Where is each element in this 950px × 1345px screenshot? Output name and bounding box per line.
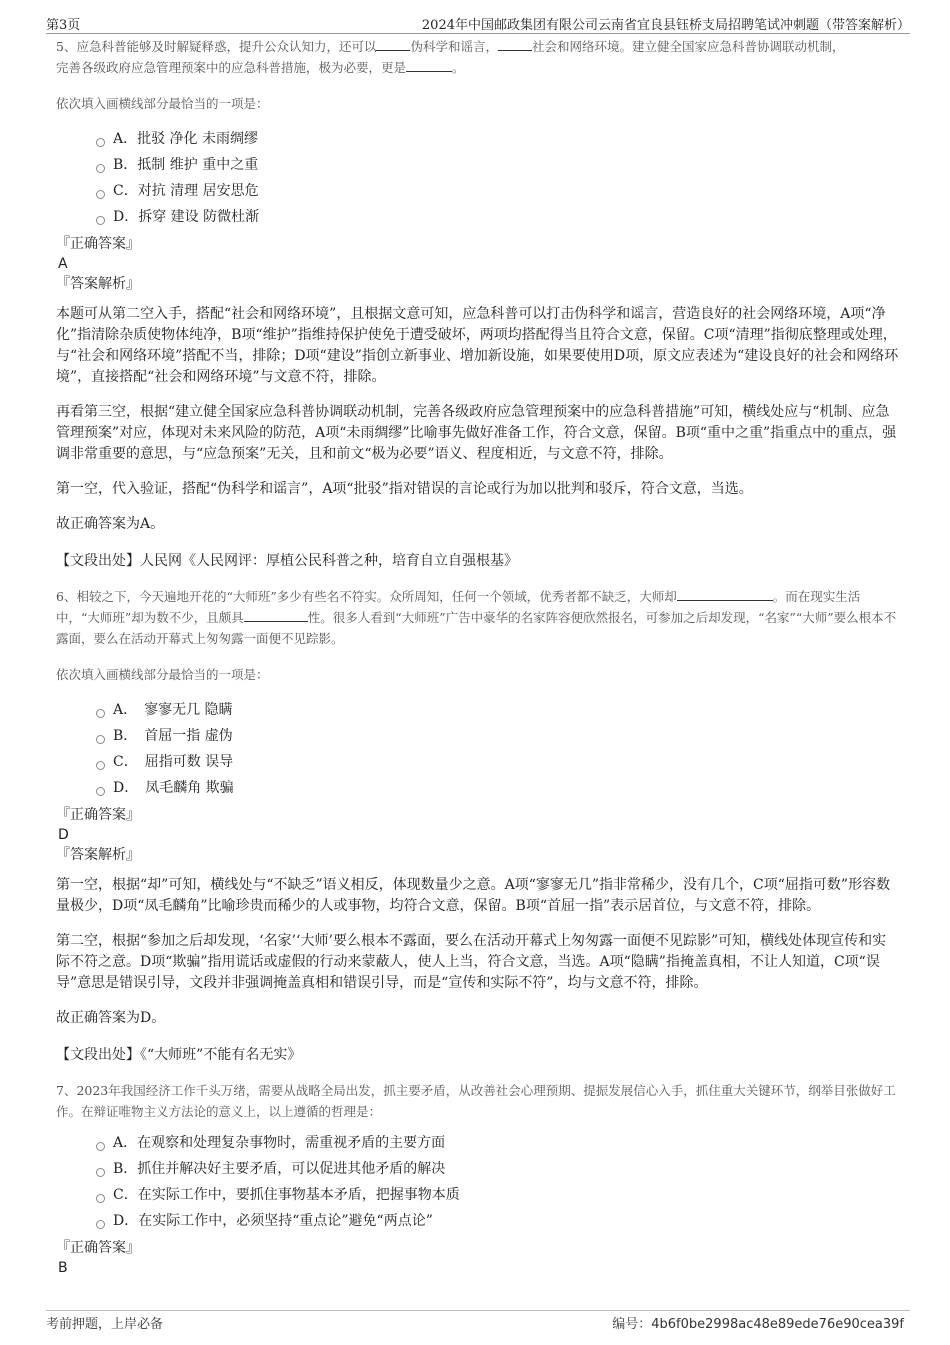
- option-b[interactable]: B． 首屈一指 虚伪: [96, 723, 900, 749]
- source-citation: 【文段出处】人民网《人民网评：厚植公民科普之种，培育自立自强根基》: [56, 553, 518, 569]
- correct-answer: B: [58, 1260, 68, 1276]
- option-d[interactable]: D． 凤毛麟角 欺骗: [96, 775, 900, 801]
- option-d[interactable]: D．在实际工作中，必须坚持“重点论”避免“两点论”: [96, 1208, 900, 1234]
- analysis-label: 『答案解析』: [56, 847, 140, 863]
- header-divider: [46, 33, 910, 34]
- question-6-options: [96, 697, 900, 801]
- page-header: [0, 0, 950, 34]
- option-c[interactable]: C． 屈指可数 误导: [96, 749, 900, 775]
- radio-icon[interactable]: [96, 1168, 105, 1177]
- analysis-paragraph: 本题可从第二空入手，搭配“社会和网络环境”，且根据文意可知，应急科普可以打击伪科学和谣言，营造良好的社会网络环境，A项“净化”指清除杂质使物体纯净，B项“维护”指维持保护使免于遭受破坏，两项均搭配得当且符合文意，保留。C项“清理”指彻底整理或处理，与“社会和网络环境”搭配不当，排除；D项“建设”指创立新事业、增加新设施，如果要使用D项，原文应表述为“建设良好的社会和网络环境”，直接搭配“社会和网络环境”与文意不符，排除。: [56, 306, 899, 385]
- option-c[interactable]: C．在实际工作中，要抓住事物基本矛盾，把握事物本质: [96, 1182, 900, 1208]
- question-5-text: 5、应急科普能够及时解疑释惑，提升公众认知力，还可以 伪科学和谣言， 社会和网络环境。建立健全国家应急科普协调联动机制， 完善各级政府应急管理预案中的应急科普措施，极为必要，更是 。: [56, 39, 845, 75]
- source-citation: 【文段出处】《“大师班”不能有名无实》: [56, 1047, 302, 1063]
- footer-slogan: 考前押题，上岸必备: [46, 1317, 164, 1332]
- blank-2: [244, 609, 308, 622]
- question-7-text: 7、2023年我国经济工作千头万绪，需要从战略全局出发，抓主要矛盾，从改善社会心理预期、提振发展信心入手，抓住重大关键环节，纲举目张做好工作。在辩证唯物主义方法论的意义上，以上遵循的哲理是：: [56, 1083, 896, 1119]
- page-number: 第3页: [46, 18, 81, 33]
- radio-icon[interactable]: [96, 1220, 105, 1229]
- question-6: [56, 586, 900, 1066]
- radio-icon[interactable]: [96, 1142, 105, 1151]
- analysis-label: 『答案解析』: [56, 276, 140, 292]
- analysis-paragraph: 再看第三空，根据“建立健全国家应急科普协调联动机制，完善各级政府应急管理预案中的应急科普措施”可知，横线处应与“机制、应急管理预案”对应，体现对未来风险的防范，A项“未雨绸缪”比喻事先做好准备工作，符合文意，保留。B项“重中之重”指重点中的重点，强调非常重要的意思，与“应急预案”无关，且和前文“极为必要”语义、程度相近，与文意不符，排除。: [56, 404, 897, 462]
- blank-1: [677, 588, 773, 601]
- radio-icon[interactable]: [96, 1194, 105, 1203]
- radio-icon[interactable]: [96, 164, 105, 173]
- correct-answer: D: [58, 827, 69, 843]
- correct-answer-label: 『正确答案』: [56, 807, 140, 823]
- question-6-text: 6、相较之下，今天遍地开花的“大师班”多少有些名不符实。众所周知，任何一个领域，优秀者都不缺乏，大师却 。而在现实生活中，“大师班”却为数不少，且颇具 性。很多人看到“大师班”广告中豪华的名家阵容便欣然报名，可参加之后却发现，“名家”“大师”要么根本不露面，要么在活动开幕式上匆匆露一面便不见踪影。: [56, 589, 897, 646]
- blank-3: [406, 59, 452, 72]
- radio-icon[interactable]: [96, 138, 105, 147]
- document-title: 2024年中国邮政集团有限公司云南省宜良县钰桥支局招聘笔试冲刺题（带答案解析）: [421, 18, 910, 33]
- radio-icon[interactable]: [96, 216, 105, 225]
- option-c[interactable]: C．对抗 清理 居安思危: [96, 178, 900, 204]
- analysis-paragraph: 故正确答案为A。: [56, 516, 165, 532]
- question-7-options: [96, 1130, 900, 1234]
- blank-2: [498, 38, 532, 51]
- radio-icon[interactable]: [96, 735, 105, 744]
- question-5-instruction: 依次填入画横线部分最恰当的一项是：: [56, 96, 269, 111]
- correct-answer-label: 『正确答案』: [56, 236, 140, 252]
- document-id: 编号：4b6f0be2998ac48e89ede76e90cea39f: [612, 1317, 904, 1332]
- question-5: [56, 36, 900, 572]
- radio-icon[interactable]: [96, 190, 105, 199]
- analysis-paragraph: 第二空，根据“参加之后却发现，‘名家’‘大师’要么根本不露面，要么在活动开幕式上匆匆露一面便不见踪影”可知，横线处体现宣传和实际不符之意。D项“欺骗”指用谎话或虚假的行动来蒙蔽人，使人上当，符合文意，当选。A项“隐瞒”指掩盖真相，不让人知道，C项“误导”意思是错误引导，文段并非强调掩盖真相和错误引导，而是“宣传和实际不符”，均与文意不符，排除。: [56, 933, 887, 991]
- question-7: [56, 1080, 900, 1278]
- analysis-paragraph: 第一空，代入验证，搭配“伪科学和谣言”，A项“批驳”指对错误的言论或行为加以批判和驳斥，符合文意，当选。: [56, 481, 753, 497]
- correct-answer: A: [58, 256, 68, 272]
- radio-icon[interactable]: [96, 709, 105, 718]
- footer-divider: [46, 1310, 910, 1311]
- analysis-paragraph: 第一空，根据“却”可知，横线处与“不缺乏”语义相反，体现数量少之意。A项“寥寥无几”指非常稀少，没有几个，C项“屈指可数”形容数量极少，D项“凤毛麟角”比喻珍贵而稀少的人或事物，均符合文意，保留。B项“首屈一指”表示居首位，与文意不符，排除。: [56, 877, 891, 914]
- document-body: [56, 36, 900, 1278]
- option-b[interactable]: B．抓住并解决好主要矛盾，可以促进其他矛盾的解决: [96, 1156, 900, 1182]
- blank-1: [376, 38, 410, 51]
- radio-icon[interactable]: [96, 787, 105, 796]
- option-a[interactable]: A．批驳 净化 未雨绸缪: [96, 126, 900, 152]
- correct-answer-label: 『正确答案』: [56, 1240, 140, 1256]
- option-d[interactable]: D．拆穿 建设 防微杜渐: [96, 204, 900, 230]
- question-6-instruction: 依次填入画横线部分最恰当的一项是：: [56, 667, 269, 682]
- question-5-options: [96, 126, 900, 230]
- option-a[interactable]: A．在观察和处理复杂事物时，需重视矛盾的主要方面: [96, 1130, 900, 1156]
- option-a[interactable]: A． 寥寥无几 隐瞒: [96, 697, 900, 723]
- radio-icon[interactable]: [96, 761, 105, 770]
- option-b[interactable]: B．抵制 维护 重中之重: [96, 152, 900, 178]
- analysis-paragraph: 故正确答案为D。: [56, 1010, 166, 1026]
